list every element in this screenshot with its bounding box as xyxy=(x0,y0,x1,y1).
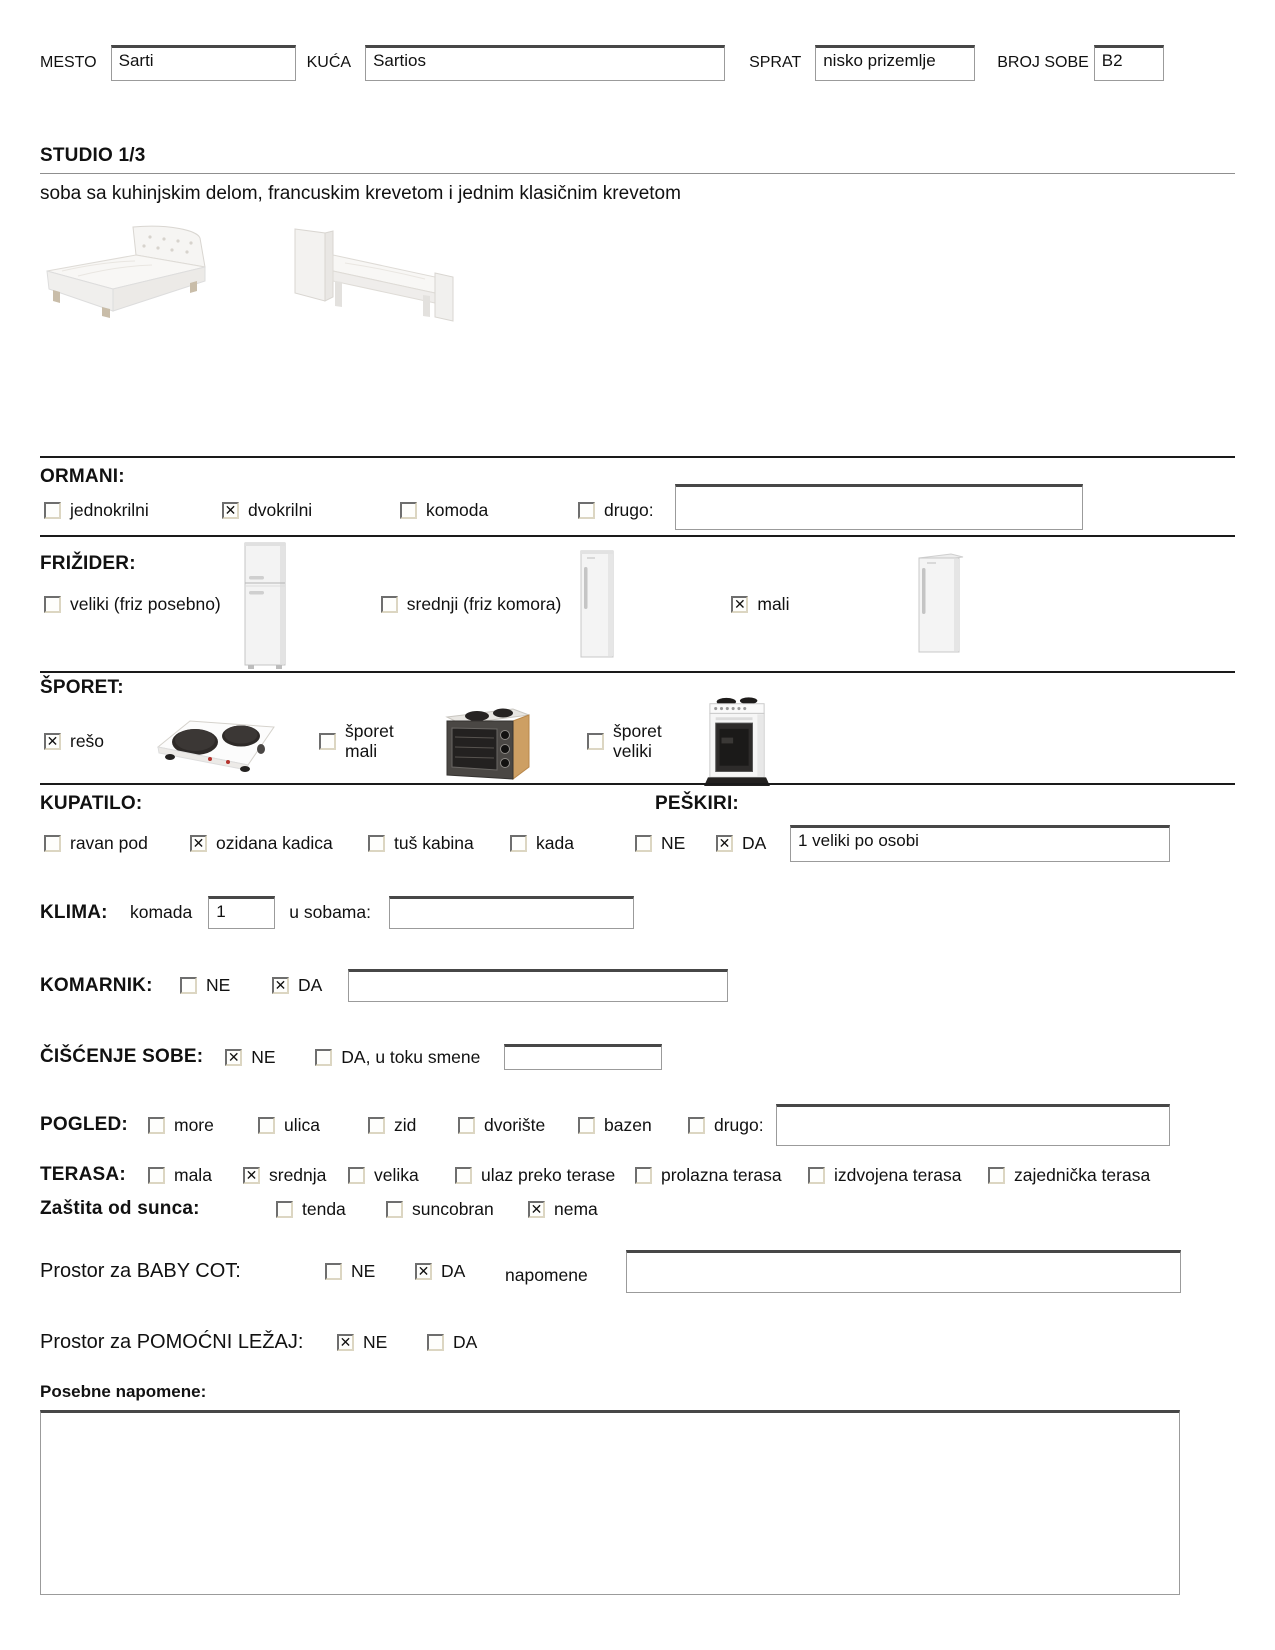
pogled-option-ulica[interactable]: ulica xyxy=(258,1115,368,1136)
ciscenje-title: ČIŠĆENJE SOBE: xyxy=(40,1046,204,1067)
kupatilo-title-row xyxy=(40,793,1235,815)
terasa-title: TERASA: xyxy=(40,1164,126,1185)
kupatilo-option-tus-kabina[interactable]: tuš kabina xyxy=(368,833,510,854)
sporet-reso-checkbox[interactable] xyxy=(44,733,61,750)
frizider-mali-checkbox[interactable] xyxy=(731,596,748,613)
title-divider xyxy=(40,173,1235,174)
ciscenje-row xyxy=(40,1044,1235,1070)
sporet-veliki-checkbox[interactable] xyxy=(587,733,604,750)
page-title: STUDIO 1/3 xyxy=(40,145,146,166)
frizider-title: FRIŽIDER: xyxy=(40,553,136,574)
section-kupatilo xyxy=(40,783,1235,874)
pomocni-lezaj-option-ne[interactable]: ✕ NE xyxy=(337,1332,427,1353)
komarnik-option-da[interactable]: ✕ DA xyxy=(272,975,348,996)
klima-u-sobama-label: u sobama: xyxy=(289,902,371,922)
kuca-field xyxy=(307,45,725,81)
pomocni-lezaj-row xyxy=(40,1331,1235,1354)
kupatilo-option-ozidana-kadica[interactable]: ✕ ozidana kadica xyxy=(190,833,368,854)
peskiri-ne-checkbox[interactable] xyxy=(635,835,652,852)
broj-sobe-label: BROJ SOBE xyxy=(997,54,1089,71)
sporet-option-veliki[interactable]: šporet veliki xyxy=(587,721,675,761)
komarnik-row xyxy=(40,969,1235,1002)
mesto-label: MESTO xyxy=(40,54,97,71)
baby-cot-napomene-label: napomene xyxy=(505,1265,588,1285)
kupatilo-option-ravan-pod[interactable]: ravan pod xyxy=(44,833,190,854)
fridge-large-image xyxy=(235,539,297,669)
baby-cot-option-ne[interactable]: NE xyxy=(325,1261,415,1282)
ormani-option-jednokrilni[interactable]: jednokrilni xyxy=(44,500,222,521)
pogled-dvoriste-checkbox[interactable] xyxy=(458,1117,475,1134)
pogled-drugo-input[interactable] xyxy=(776,1104,1170,1146)
terasa-velika-checkbox[interactable] xyxy=(348,1167,365,1184)
hotplate-image xyxy=(148,709,283,773)
ormani-option-komoda[interactable]: komoda xyxy=(400,500,578,521)
sporet-options-row xyxy=(40,699,1235,783)
zastita-option-suncobran[interactable]: suncobran xyxy=(386,1199,528,1220)
klima-row xyxy=(40,896,1235,929)
komarnik-da-checkbox[interactable] xyxy=(272,977,289,994)
studio-block xyxy=(40,145,1235,205)
ciscenje-da-checkbox[interactable] xyxy=(315,1049,332,1066)
klima-u-sobama-input[interactable] xyxy=(389,896,634,929)
pomocni-lezaj-option-da[interactable]: DA xyxy=(427,1332,477,1353)
broj-sobe-input[interactable]: B2 xyxy=(1094,45,1164,81)
terasa-option-mala[interactable]: mala xyxy=(148,1165,243,1186)
peskiri-option-ne[interactable]: NE xyxy=(635,833,716,854)
pogled-bazen-checkbox[interactable] xyxy=(578,1117,595,1134)
studio-description: soba sa kuhinjskim delom, francuskim krevetom i jednim klasičnim krevetom xyxy=(40,183,681,204)
ormani-jednokrilni-checkbox[interactable] xyxy=(44,502,61,519)
pogled-ulica-checkbox[interactable] xyxy=(258,1117,275,1134)
terasa-mala-checkbox[interactable] xyxy=(148,1167,165,1184)
ciscenje-ne-checkbox[interactable] xyxy=(225,1049,242,1066)
french-bed-image xyxy=(40,221,215,321)
section-sporet xyxy=(40,671,1235,783)
terasa-srednja-checkbox[interactable] xyxy=(243,1167,260,1184)
pomocni-lezaj-title: Prostor za POMOĆNI LEŽAJ: xyxy=(40,1331,304,1353)
kupatilo-ozidana-kadica-checkbox[interactable] xyxy=(190,835,207,852)
pogled-option-zid[interactable]: zid xyxy=(368,1115,458,1136)
zastita-nema-checkbox[interactable] xyxy=(528,1201,545,1218)
peskiri-da-checkbox[interactable] xyxy=(716,835,733,852)
mini-stove-image xyxy=(431,701,531,781)
terasa-zajednicka-checkbox[interactable] xyxy=(988,1167,1005,1184)
terasa-option-velika[interactable]: velika xyxy=(348,1165,455,1186)
kupatilo-option-kada[interactable]: kada xyxy=(510,833,635,854)
fridge-medium-image xyxy=(571,545,623,663)
zastita-suncobran-checkbox[interactable] xyxy=(386,1201,403,1218)
komarnik-input[interactable] xyxy=(348,969,728,1002)
frizider-options-row xyxy=(40,537,1235,671)
broj-sobe-field xyxy=(997,45,1164,81)
baby-cot-option-da[interactable]: ✕ DA xyxy=(415,1261,505,1282)
form-header xyxy=(40,45,1235,81)
pomocni-lezaj-ne-checkbox[interactable] xyxy=(337,1334,354,1351)
pogled-option-more[interactable]: more xyxy=(148,1115,258,1136)
sporet-option-reso[interactable]: ✕ rešo xyxy=(44,731,104,752)
sporet-title: ŠPORET: xyxy=(40,677,124,698)
klima-komada-label: komada xyxy=(130,902,193,922)
posebne-napomene-title: Posebne napomene: xyxy=(40,1382,207,1401)
mesto-input[interactable]: Sarti xyxy=(111,45,296,81)
terasa-row xyxy=(40,1164,1235,1186)
pogled-option-drugo[interactable]: drugo: xyxy=(688,1115,764,1136)
sporet-mali-checkbox[interactable] xyxy=(319,733,336,750)
mesto-field xyxy=(40,45,296,81)
ormani-komoda-checkbox[interactable] xyxy=(400,502,417,519)
ciscenje-input[interactable] xyxy=(504,1044,662,1070)
baby-cot-da-checkbox[interactable] xyxy=(415,1263,432,1280)
terasa-option-prolazna[interactable]: prolazna terasa xyxy=(635,1165,808,1186)
frizider-option-veliki[interactable]: veliki (friz posebno) xyxy=(44,594,221,615)
bed-images-row xyxy=(40,221,1235,326)
komarnik-option-ne[interactable]: NE xyxy=(180,975,272,996)
sporet-option-mali[interactable]: šporet mali xyxy=(319,721,407,761)
large-stove-image xyxy=(701,695,773,787)
ormani-drugo-checkbox[interactable] xyxy=(578,502,595,519)
kuca-input[interactable]: Sartios xyxy=(365,45,725,81)
sprat-field xyxy=(749,45,975,81)
posebne-napomene-input[interactable] xyxy=(40,1410,1180,1595)
kupatilo-title: KUPATILO: xyxy=(40,793,143,814)
terasa-option-srednja[interactable]: ✕ srednja xyxy=(243,1165,348,1186)
ormani-dvokrilni-checkbox[interactable] xyxy=(222,502,239,519)
pogled-option-bazen[interactable]: bazen xyxy=(578,1115,688,1136)
ormani-title: ORMANI: xyxy=(40,466,125,487)
klima-title: KLIMA: xyxy=(40,901,108,923)
kuca-label: KUĆA xyxy=(306,54,352,71)
baby-cot-ne-checkbox[interactable] xyxy=(325,1263,342,1280)
baby-cot-row xyxy=(40,1250,1235,1293)
peskiri-input[interactable]: 1 veliki po osobi xyxy=(790,825,1170,862)
terasa-ulaz-checkbox[interactable] xyxy=(455,1167,472,1184)
peskiri-title: PEŠKIRI: xyxy=(655,793,739,814)
frizider-option-srednji[interactable]: srednji (friz komora) xyxy=(381,594,562,615)
zastita-tenda-checkbox[interactable] xyxy=(276,1201,293,1218)
single-bed-image xyxy=(285,221,460,326)
kupatilo-tus-kabina-checkbox[interactable] xyxy=(368,835,385,852)
baby-cot-title: Prostor za BABY COT: xyxy=(40,1260,241,1282)
pogled-more-checkbox[interactable] xyxy=(148,1117,165,1134)
klima-komada-input[interactable]: 1 xyxy=(208,896,275,929)
baby-cot-napomene-input[interactable] xyxy=(626,1250,1181,1293)
ormani-option-dvokrilni[interactable]: ✕ dvokrilni xyxy=(222,500,400,521)
posebne-napomene-block xyxy=(40,1382,1235,1595)
zastita-option-nema[interactable]: ✕ nema xyxy=(528,1199,598,1220)
pogled-title: POGLED: xyxy=(40,1114,128,1135)
terasa-prolazna-checkbox[interactable] xyxy=(635,1167,652,1184)
frizider-srednji-checkbox[interactable] xyxy=(381,596,398,613)
section-ormani xyxy=(40,456,1235,535)
sprat-input[interactable]: nisko prizemlje xyxy=(815,45,975,81)
kupatilo-options-row xyxy=(40,825,1235,862)
terasa-option-zajednicka[interactable]: zajednička terasa xyxy=(988,1165,1150,1186)
section-frizider xyxy=(40,535,1235,671)
sprat-label: SPRAT xyxy=(749,54,802,71)
ormani-drugo-input[interactable] xyxy=(675,484,1083,530)
terasa-izdvojena-checkbox[interactable] xyxy=(808,1167,825,1184)
pogled-drugo-checkbox[interactable] xyxy=(688,1117,705,1134)
frizider-veliki-checkbox[interactable] xyxy=(44,596,61,613)
fridge-small-image xyxy=(907,550,971,658)
pomocni-lezaj-da-checkbox[interactable] xyxy=(427,1334,444,1351)
komarnik-ne-checkbox[interactable] xyxy=(180,977,197,994)
frizider-option-mali[interactable]: ✕ mali xyxy=(731,594,789,615)
komarnik-title: KOMARNIK: xyxy=(40,974,153,996)
kupatilo-kada-checkbox[interactable] xyxy=(510,835,527,852)
ciscenje-option-ne[interactable]: ✕ NE xyxy=(225,1047,315,1068)
zastita-title: Zaštita od sunca: xyxy=(40,1198,200,1219)
pogled-zid-checkbox[interactable] xyxy=(368,1117,385,1134)
ormani-option-drugo[interactable]: drugo: xyxy=(578,500,654,521)
pogled-row xyxy=(40,1104,1235,1146)
zastita-row xyxy=(40,1198,1235,1220)
kupatilo-ravan-pod-checkbox[interactable] xyxy=(44,835,61,852)
ciscenje-option-da[interactable]: DA, u toku smene xyxy=(315,1047,480,1068)
terasa-option-ulaz-preko-terase[interactable]: ulaz preko terase xyxy=(455,1165,635,1186)
pogled-option-dvoriste[interactable]: dvorište xyxy=(458,1115,578,1136)
terasa-option-izdvojena[interactable]: izdvojena terasa xyxy=(808,1165,988,1186)
zastita-option-tenda[interactable]: tenda xyxy=(276,1199,386,1220)
peskiri-option-da[interactable]: ✕ DA xyxy=(716,833,790,854)
